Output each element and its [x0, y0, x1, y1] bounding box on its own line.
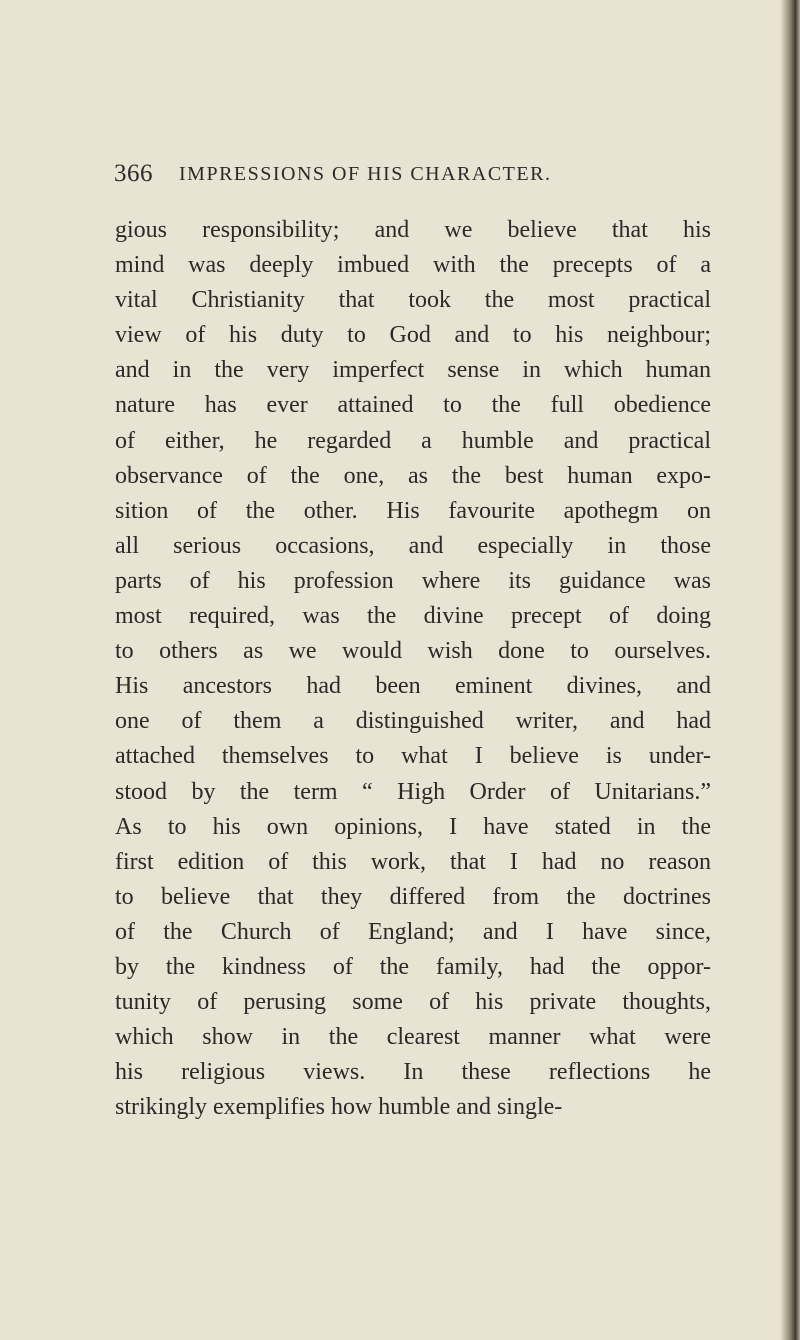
text-line: attached themselves to what I believe is under-	[115, 743, 711, 770]
text-line: sition of the other. His favourite apothegm on	[115, 497, 711, 524]
text-line: to believe that they differed from the doctrines	[115, 883, 711, 910]
text-line: his religious views. In these reflections he	[115, 1059, 711, 1086]
text-line: all serious occasions, and especially in those	[115, 532, 711, 559]
page-number: 366	[114, 160, 153, 187]
page-header	[114, 160, 714, 192]
text-line: and in the very imperfect sense in which human	[115, 357, 711, 384]
running-head: IMPRESSIONS OF HIS CHARACTER.	[179, 163, 552, 185]
binding-edge	[782, 0, 800, 1340]
text-line: gious responsibility; and we believe that his	[115, 217, 711, 243]
text-line: of the Church of England; and I have since,	[115, 918, 711, 945]
text-line: vital Christianity that took the most practical	[115, 287, 711, 314]
text-line: strikingly exemplifies how humble and single-	[115, 1094, 563, 1121]
text-line: nature has ever attained to the full obedience	[115, 392, 711, 419]
text-line: As to his own opinions, I have stated in the	[115, 813, 711, 840]
text-line: stood by the term “ High Order of Unitarians.”	[115, 778, 711, 805]
text-line: observance of the one, as the best human expo-	[115, 462, 711, 489]
text-line: by the kindness of the family, had the oppor-	[115, 953, 711, 980]
text-line: most required, was the divine precept of doing	[115, 603, 711, 630]
text-line: one of them a distinguished writer, and had	[115, 708, 711, 735]
text-line: view of his duty to God and to his neighbour;	[115, 322, 711, 349]
text-line: mind was deeply imbued with the precepts of a	[115, 252, 711, 279]
text-line: His ancestors had been eminent divines, and	[115, 673, 711, 700]
text-line: to others as we would wish done to ourselves.	[115, 638, 711, 665]
text-line: tunity of perusing some of his private thoughts,	[115, 989, 711, 1016]
text-line: parts of his profession where its guidance was	[115, 567, 711, 594]
text-line: which show in the clearest manner what were	[115, 1024, 711, 1051]
text-line: of either, he regarded a humble and practical	[115, 427, 711, 454]
body-text	[115, 213, 711, 1125]
text-line: first edition of this work, that I had no reason	[115, 848, 711, 875]
